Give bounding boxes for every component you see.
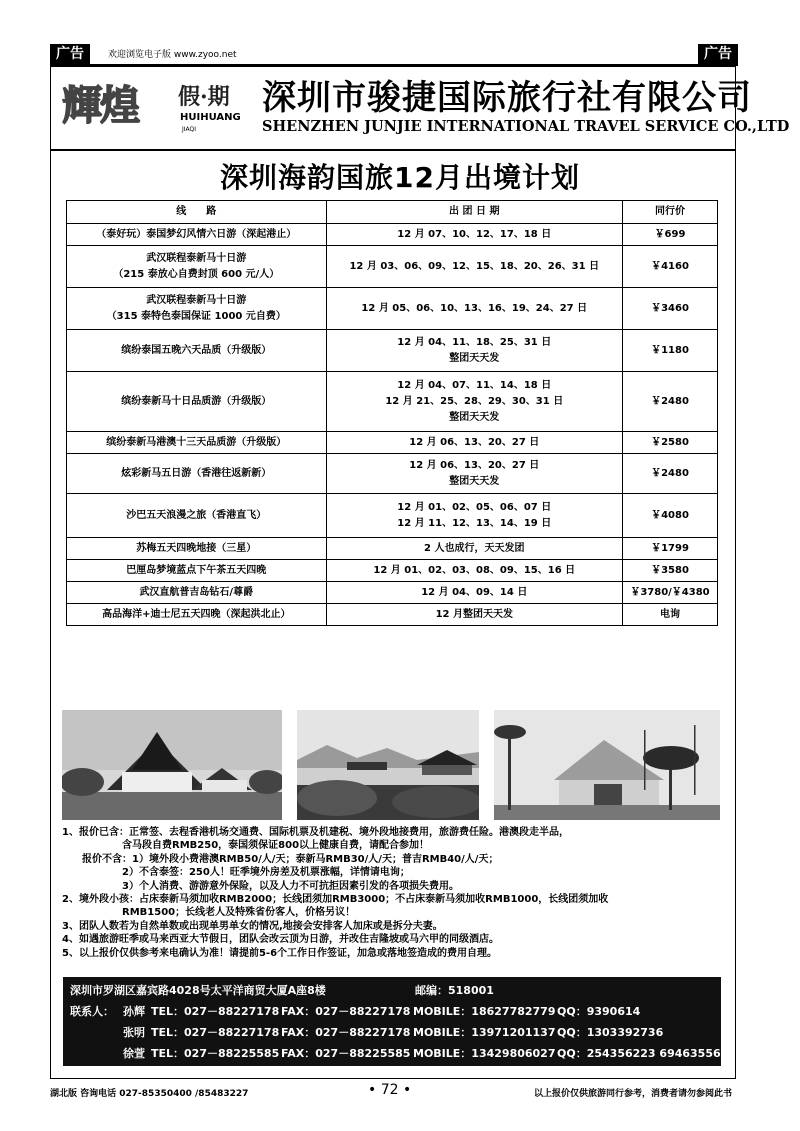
route-cell <box>67 372 327 432</box>
route-cell <box>67 330 327 372</box>
ad-tag-right: 广告 <box>698 44 738 64</box>
price-cell: ￥4160 <box>623 246 718 288</box>
dates-cell-line: 12 月 04、09、14 日 <box>421 586 528 598</box>
dates-cell <box>326 330 622 372</box>
dates-cell-line: 12 月 06、13、20、27 日 <box>409 436 540 448</box>
contact-fax: FAX：027－88225585 <box>281 1047 411 1060</box>
route-cell-line: 缤纷泰新马十日品质游（升级版） <box>121 395 272 407</box>
contact-name: 徐萱 <box>123 1047 145 1060</box>
logo-jiaqi-text: 假·期 <box>178 84 230 110</box>
route-cell-line: 沙巴五天浪漫之旅（香港直飞） <box>126 509 267 521</box>
logo-en2-text: JIAQI <box>182 126 197 133</box>
route-cell-line: 苏梅五天四晚地接（三星） <box>136 542 257 554</box>
note-line: RMB1500；长线老人及特殊省份客人，价格另议！ <box>62 907 356 919</box>
dates-cell <box>326 288 622 330</box>
dates-cell-line: 12 月 05、06、10、13、16、19、24、27 日 <box>361 302 588 314</box>
logo-big-text: 輝煌 <box>62 82 138 129</box>
route-cell-line: 武汉直航普吉岛钻石/尊爵 <box>139 586 254 598</box>
dates-cell-line: 12 月 11、12、13、14、19 日 <box>397 517 552 529</box>
contact-name: 张明 <box>123 1026 145 1039</box>
dates-cell-line: 12 月 04、11、18、25、31 日 <box>397 336 552 348</box>
route-cell <box>67 604 327 626</box>
note-line: 2、境外段小孩：占床泰新马须加收RMB2000；长线团须加RMB3000；不占床泰新马须加收RMB1000，长线团须加收 <box>62 894 609 906</box>
route-cell <box>67 582 327 604</box>
route-cell <box>67 560 327 582</box>
dates-cell <box>326 454 622 494</box>
contact-name: 孙辉 <box>123 1005 145 1018</box>
contact-box <box>63 977 721 1066</box>
price-cell: ￥2480 <box>623 454 718 494</box>
dates-cell-line: 整团天天发 <box>449 411 500 423</box>
price-cell: ￥3580 <box>623 560 718 582</box>
dates-cell <box>326 372 622 432</box>
route-cell <box>67 224 327 246</box>
dates-cell-line: 12 月 03、06、09、12、15、18、20、26、31 日 <box>349 260 600 272</box>
dates-cell-line: 12 月整团天天发 <box>435 608 513 620</box>
dates-cell-line: 12 月 21、25、28、29、30、31 日 <box>385 395 564 407</box>
route-cell-line: 武汉联程泰新马十日游 <box>146 294 247 306</box>
company-name-en: SHENZHEN JUNJIE INTERNATIONAL TRAVEL SERVICE CO.,LTD <box>262 118 790 135</box>
logo-en-text: HUIHUANG <box>180 112 241 123</box>
contact-mobile: MOBILE：13971201137 <box>413 1026 556 1039</box>
header-price: 同行价 <box>623 201 718 224</box>
header-route: 线 路 <box>67 201 327 224</box>
price-cell: ￥699 <box>623 224 718 246</box>
table-row <box>67 288 718 330</box>
note-line: 1、报价已含：正常签、去程香港机场交通费、国际机票及机建税、境外段地接费用，旅游费任险。港澳段走半品， <box>62 827 569 838</box>
route-cell <box>67 538 327 560</box>
table-row <box>67 604 718 626</box>
contact-label: 联系人： <box>70 1005 114 1018</box>
dates-cell <box>326 494 622 538</box>
table-row <box>67 246 718 288</box>
dates-cell <box>326 604 622 626</box>
note-line: 5、以上报价仅供参考来电确认为准！请提前5-6个工作日作签证，加急或落地签造成的费用自理。 <box>62 947 498 959</box>
contact-postcode: 邮编：518001 <box>415 984 494 997</box>
note-line: 3）个人消费、游游意外保险，以及人力不可抗拒因素引发的各项损失费用。 <box>62 880 459 892</box>
route-cell-line: 高品海洋+迪士尼五天四晚（深起洪北止） <box>102 608 291 620</box>
dates-cell-line: 12 月 06、13、20、27 日 <box>409 459 540 471</box>
dates-cell-line: 12 月 04、07、11、14、18 日 <box>397 379 552 391</box>
contact-qq: QQ：254356223 69463556 <box>557 1047 721 1060</box>
note-line: 含马段自费RMB250，泰国须保证800以上健康自费，请配合参加！ <box>62 840 430 852</box>
contact-fax: FAX：027－88227178 <box>281 1005 411 1018</box>
price-cell: ￥3780/￥4380 <box>623 582 718 604</box>
dates-cell-line: 12 月 01、02、05、06、07 日 <box>397 501 552 513</box>
table-row <box>67 224 718 246</box>
price-cell: ￥2580 <box>623 432 718 454</box>
table-row <box>67 582 718 604</box>
route-cell-line: 武汉联程泰新马十日游 <box>146 252 247 264</box>
price-cell: ￥3460 <box>623 288 718 330</box>
table-row <box>67 432 718 454</box>
huihuang-logo <box>62 72 252 142</box>
route-cell <box>67 246 327 288</box>
price-cell: ￥1180 <box>623 330 718 372</box>
contact-fax: FAX：027－88227178 <box>281 1026 411 1039</box>
company-name-cn: 深圳市骏捷国际旅行社有限公司 <box>262 78 752 118</box>
price-cell: ￥2480 <box>623 372 718 432</box>
dates-cell <box>326 582 622 604</box>
tour-table-body <box>67 224 718 626</box>
table-row <box>67 454 718 494</box>
contact-tel: TEL：027－88225585 <box>151 1047 280 1060</box>
table-header-row <box>67 201 718 224</box>
contact-qq: QQ：9390614 <box>557 1005 641 1018</box>
route-cell-line: （315 泰特色泰国保证 1000 元自费） <box>106 310 286 322</box>
footer-left: 湖北版 咨询电话 027-85350400 /85483227 <box>50 1089 249 1099</box>
route-cell-line: 炫彩新马五日游（香港往返新新） <box>121 467 272 479</box>
route-cell-line: （泰好玩）泰国梦幻风情六日游（深起港止） <box>96 228 297 240</box>
tour-table <box>66 200 718 626</box>
dates-cell <box>326 560 622 582</box>
water-villa-photo <box>297 710 479 820</box>
contact-mobile: MOBILE：18627782779 <box>413 1005 556 1018</box>
website-note: 欢迎浏览电子版 www.zyoo.net <box>108 50 237 60</box>
dates-cell-line: 12 月 01、02、03、08、09、15、16 日 <box>373 564 576 576</box>
dates-cell-line: 整团天天发 <box>449 352 500 364</box>
header-rule <box>50 149 736 151</box>
page-number: • 72 • <box>368 1082 412 1098</box>
header-dates: 出 团 日 期 <box>326 201 622 224</box>
route-cell-line: 缤纷泰国五晚六天品质（升级版） <box>121 344 272 356</box>
dates-cell-line: 12 月 07、10、12、17、18 日 <box>397 228 552 240</box>
price-cell: ￥4080 <box>623 494 718 538</box>
note-line: 3、团队人数若为自然单数或出现单男单女的情况,地接会安排客人加床或是拆分夫妻。 <box>62 920 443 932</box>
dates-cell <box>326 538 622 560</box>
route-cell-line: （215 泰放心自费封顶 600 元/人） <box>113 268 280 280</box>
table-row <box>67 494 718 538</box>
route-cell-line: 缤纷泰新马港澳十三天品质游（升级版） <box>106 436 287 448</box>
route-cell <box>67 454 327 494</box>
thai-temple-photo <box>62 710 282 820</box>
route-cell-line: 巴厘岛梦境蓝点下午茶五天四晚 <box>126 564 267 576</box>
contact-tel: TEL：027－88227178 <box>151 1026 280 1039</box>
resort-photo <box>494 710 720 820</box>
contact-tel: TEL：027－88227178 <box>151 1005 280 1018</box>
footer-disclaimer: 以上报价仅供旅游同行参考，消费者请勿参阅此书 <box>533 1089 732 1099</box>
page-title: 深圳海韵国旅12月出境计划 <box>220 161 580 194</box>
contact-mobile: MOBILE：13429806027 <box>413 1047 556 1060</box>
ad-tag-left: 广告 <box>50 44 90 64</box>
dates-cell-line: 整团天天发 <box>449 475 500 487</box>
route-cell <box>67 288 327 330</box>
dates-cell <box>326 246 622 288</box>
table-row <box>67 538 718 560</box>
price-cell: ￥1799 <box>623 538 718 560</box>
table-row <box>67 560 718 582</box>
contact-address: 深圳市罗湖区嘉宾路4028号太平洋商贸大厦A座8楼 <box>70 984 326 997</box>
note-line: 报价不含：1）境外段小费港澳RMB50/人/天；泰新马RMB30/人/天；普吉RMB40/人/天； <box>62 853 499 865</box>
contact-qq: QQ：1303392736 <box>557 1026 664 1039</box>
table-row <box>67 372 718 432</box>
notes-section <box>62 826 732 960</box>
route-cell <box>67 494 327 538</box>
table-row <box>67 330 718 372</box>
note-line: 2）不含泰签：250人！旺季境外房差及机票涨幅，详情请电询； <box>62 867 410 879</box>
dates-cell <box>326 224 622 246</box>
price-cell: 电询 <box>623 604 718 626</box>
dates-cell-line: 2 人也成行，天天发团 <box>424 542 525 554</box>
dates-cell <box>326 432 622 454</box>
route-cell <box>67 432 327 454</box>
note-line: 4、如遇旅游旺季或马来西亚大节假日，团队会改云顶为日游，并改住吉隆坡或马六甲的同级酒店。 <box>62 934 499 946</box>
